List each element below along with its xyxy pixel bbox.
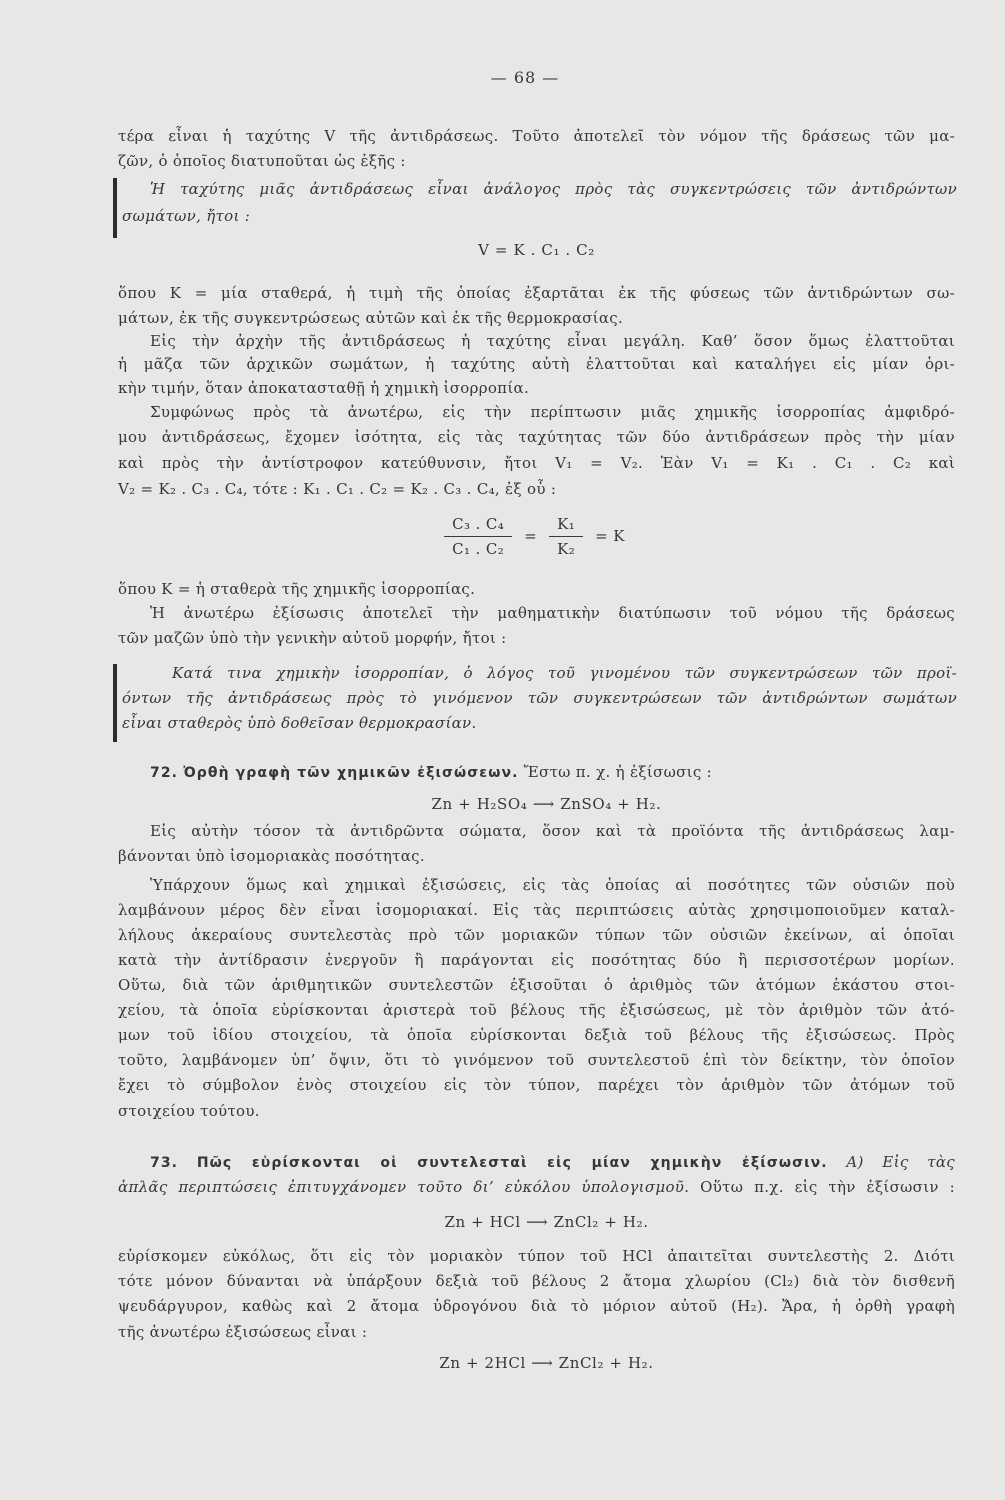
- paragraph-line: Οὕτω, διὰ τῶν ἀριθμητικῶν συντελεστῶν ἐξισοῦται ὁ ἀριθμὸς τῶν ἀτόμων ἑκάστου στοι-: [118, 976, 955, 994]
- paragraph-line: Ὑπάρχουν ὅμως καὶ χημικαὶ ἐξισώσεις, εἰς τὰς ὁποίας αἱ ποσότητες τῶν οὐσιῶν ποὺ: [150, 876, 955, 894]
- quote-rule: [113, 178, 117, 238]
- balanced-chemical-equation: Zn + 2HCl ⟶ ZnCl₂ + H₂.: [439, 1354, 654, 1372]
- paragraph-line: λήλους ἀκεραίους συντελεστὰς πρὸ τῶν μοριακῶν τύπων τῶν οὐσιῶν ἐκείνων, αἱ ὁποῖαι: [118, 926, 955, 944]
- chemical-equation: Zn + H₂SO₄ ⟶ ZnSO₄ + H₂.: [431, 795, 662, 813]
- section-lead-in: Ἔστω π. χ. ἡ ἐξίσωσις :: [523, 763, 712, 781]
- paragraph-line: Εἰς αὐτὴν τόσον τὰ ἀντιδρῶντα σώματα, ὅσον καὶ τὰ προϊόντα τῆς ἀντιδράσεως λαμ-: [150, 822, 955, 840]
- equilibrium-formula: [118, 508, 955, 564]
- paragraph-line: βάνονται ὑπὸ ἰσομοριακὰς ποσότητας.: [118, 847, 425, 865]
- paragraph-line: V₂ = K₂ . C₃ . C₄, τότε : K₁ . C₁ . C₂ = K₂ . C₃ . C₄, ἐξ οὗ :: [118, 480, 557, 498]
- chemical-equation: Zn + HCl ⟶ ZnCl₂ + H₂.: [444, 1213, 649, 1231]
- paragraph-line: ζῶν, ὁ ὁποῖος διατυποῦται ὡς ἑξῆς :: [118, 152, 406, 170]
- fraction-numerator: K₁: [549, 513, 583, 537]
- formula-result: = K: [595, 527, 625, 545]
- general-law-line: Κατά τινα χημικὴν ἰσορροπίαν, ὁ λόγος τοῦ γινομένου τῶν συγκεντρώσεων τῶν προϊ-: [172, 664, 957, 682]
- fraction-denominator: C₁ . C₂: [452, 539, 505, 558]
- paragraph-line: μάτων, ἐκ τῆς συγκεντρώσεως αὐτῶν καὶ ἐκ τῆς θερμοκρασίας.: [118, 309, 624, 327]
- section-73-heading-line: [118, 1150, 955, 1175]
- general-law-line: όντων τῆς ἀντιδράσεως πρὸς τὸ γινόμενον τῶν συγκεντρώσεων τῶν ἀντιδρώντων σωμάτων: [122, 689, 957, 707]
- paragraph-line: Ἡ ἀνωτέρω ἐξίσωσις ἀποτελεῖ τὴν μαθηματικὴν διατύπωσιν τοῦ νόμου τῆς δράσεως: [150, 604, 955, 622]
- equals-sign: =: [524, 527, 538, 545]
- paragraph-line: κατὰ τὴν ἀντίδρασιν ἐνεργοῦν ἢ παράγονται εἰς ποσότητας δύο ἢ περισσοτέρων μορίων.: [118, 951, 955, 969]
- general-law-line: εἶναι σταθερὸς ὑπὸ δοθεῖσαν θερμοκρασίαν.: [122, 714, 477, 732]
- section-title: Ὀρθὴ γραφὴ τῶν χημικῶν ἐξισώσεων.: [183, 765, 519, 781]
- example-intro: Οὕτω π.χ. εἰς τὴν ἐξίσωσιν :: [700, 1178, 955, 1196]
- paragraph-line: ὅπου K = ἡ σταθερὰ τῆς χημικῆς ἰσορροπίας.: [118, 580, 476, 598]
- fraction-concentrations: [444, 513, 512, 560]
- paragraph-line: κὴν τιμήν, ὅταν ἀποκατασταθῇ ἡ χημικὴ ἰσορροπία.: [118, 379, 530, 397]
- paragraph-line: τῶν μαζῶν ὑπὸ τὴν γενικὴν αὐτοῦ μορφήν, ἤτοι :: [118, 629, 507, 647]
- section-number: 72.: [150, 765, 179, 781]
- paragraph-line: τότε μόνον δύνανται νὰ ὑπάρξουν δεξιὰ τοῦ βέλους 2 ἄτομα χλωρίου (Cl₂) διὰ τὸν δισθενῆ: [118, 1272, 955, 1290]
- paragraph-line: τοῦτο, λαμβάνομεν ὑπ’ ὄψιν, ὅτι τὸ γινόμενον τοῦ συντελεστοῦ ἐπὶ τὸν δείκτην, τὸν ὁποῖον: [118, 1051, 955, 1069]
- paragraph-line: ὅπου K = μία σταθερά, ἡ τιμὴ τῆς ὁποίας ἐξαρτᾶται ἐκ τῆς φύσεως τῶν ἀντιδρώντων σω-: [118, 284, 955, 302]
- paragraph-line: ἡ μᾶζα τῶν ἀρχικῶν σωμάτων, ἡ ταχύτης αὐτὴ ἐλαττοῦται καὶ καταλήγει εἰς μίαν ὁρι-: [118, 355, 955, 373]
- quote-rule: [113, 664, 117, 742]
- paragraph-line: στοιχείου τούτου.: [118, 1102, 260, 1120]
- paragraph-line: μων τοῦ ἰδίου στοιχείου, τὰ ὁποῖα εὑρίσκονται δεξιὰ τοῦ βέλους τῆς ἐξισώσεως. Πρὸς: [118, 1026, 955, 1044]
- paragraph-line: τέρα εἶναι ἡ ταχύτης V τῆς ἀντιδράσεως. Τοῦτο ἀποτελεῖ τὸν νόμον τῆς δράσεως τῶν μα-: [118, 127, 955, 145]
- section-number: 73.: [150, 1155, 179, 1171]
- paragraph-line: ψευδάργυρον, καθὼς καὶ 2 ἄτομα ὑδρογόνου διὰ τὸ μόριον αὐτοῦ (H₂). Ἄρα, ἡ ὀρθὴ γραφὴ: [118, 1297, 955, 1315]
- fraction-numerator: C₃ . C₄: [444, 513, 512, 537]
- paragraph-line: Συμφώνως πρὸς τὰ ἀνωτέρω, εἰς τὴν περίπτωσιν μιᾶς χημικῆς ἰσορροπίας ἀμφιδρό-: [150, 403, 955, 421]
- fraction-rate-constants: [549, 513, 583, 560]
- paragraph-line: εὑρίσκομεν εὐκόλως, ὅτι εἰς τὸν μοριακὸν τύπον τοῦ HCl ἀπαιτεῖται συντελεστὴς 2. Διότι: [118, 1247, 955, 1265]
- paragraph-line: Εἰς τὴν ἀρχὴν τῆς ἀντιδράσεως ἡ ταχύτης εἶναι μεγάλη. Καθ’ ὅσον ὅμως ἐλαττοῦται: [150, 332, 955, 350]
- rate-formula: V = K . C₁ . C₂: [478, 241, 595, 259]
- section-72-heading-line: [118, 760, 955, 785]
- paragraph-line: μου ἀντιδράσεως, ἔχομεν ἰσότητα, εἰς τὰς ταχύτητας τῶν δύο ἀντιδράσεων πρὸς τὴν μίαν: [118, 428, 955, 446]
- paragraph-line: [118, 1175, 955, 1200]
- paragraph-line: λαμβάνουν μέρος δὲν εἶναι ἰσομοριακαί. Εἰς τὰς περιπτώσεις αὐτὰς χρησιμοποιοῦμεν καταλ-: [118, 901, 955, 919]
- section-title: Πῶς εὑρίσκονται οἱ συντελεσταὶ εἰς μίαν χημικὴν ἐξίσωσιν.: [196, 1155, 828, 1171]
- paragraph-line: ἔχει τὸ σύμβολον ἑνὸς στοιχείου εἰς τὸν τύπον, παρέχει τὸν ἀριθμὸν τῶν ἀτόμων τοῦ: [118, 1076, 955, 1094]
- paragraph-line: καὶ πρὸς τὴν ἀντίστροφον κατεύθυνσιν, ἤτοι V₁ = V₂. Ἐὰν V₁ = K₁ . C₁ . C₂ καὶ: [118, 454, 955, 472]
- page-number: — 68 —: [490, 68, 560, 87]
- fraction-denominator: K₂: [557, 539, 576, 558]
- case-label: Α) Εἰς τὰς: [846, 1153, 955, 1171]
- law-statement-line: Ἡ ταχύτης μιᾶς ἀντιδράσεως εἶναι ἀνάλογος πρὸς τὰς συγκεντρώσεις τῶν ἀντιδρώντων: [150, 180, 957, 198]
- law-statement-line: σωμάτων, ἤτοι :: [122, 207, 251, 225]
- case-text: ἁπλᾶς περιπτώσεις ἐπιτυγχάνομεν τοῦτο δι’ εὐκόλου ὑπολογισμοῦ.: [118, 1178, 690, 1196]
- paragraph-line: τῆς ἀνωτέρω ἐξισώσεως εἶναι :: [118, 1323, 368, 1341]
- paragraph-line: χείου, τὰ ὁποῖα εὑρίσκονται ἀριστερὰ τοῦ βέλους τῆς ἐξισώσεως, μὲ τὸν ἀριθμὸν τῶν ἀτό-: [118, 1001, 955, 1019]
